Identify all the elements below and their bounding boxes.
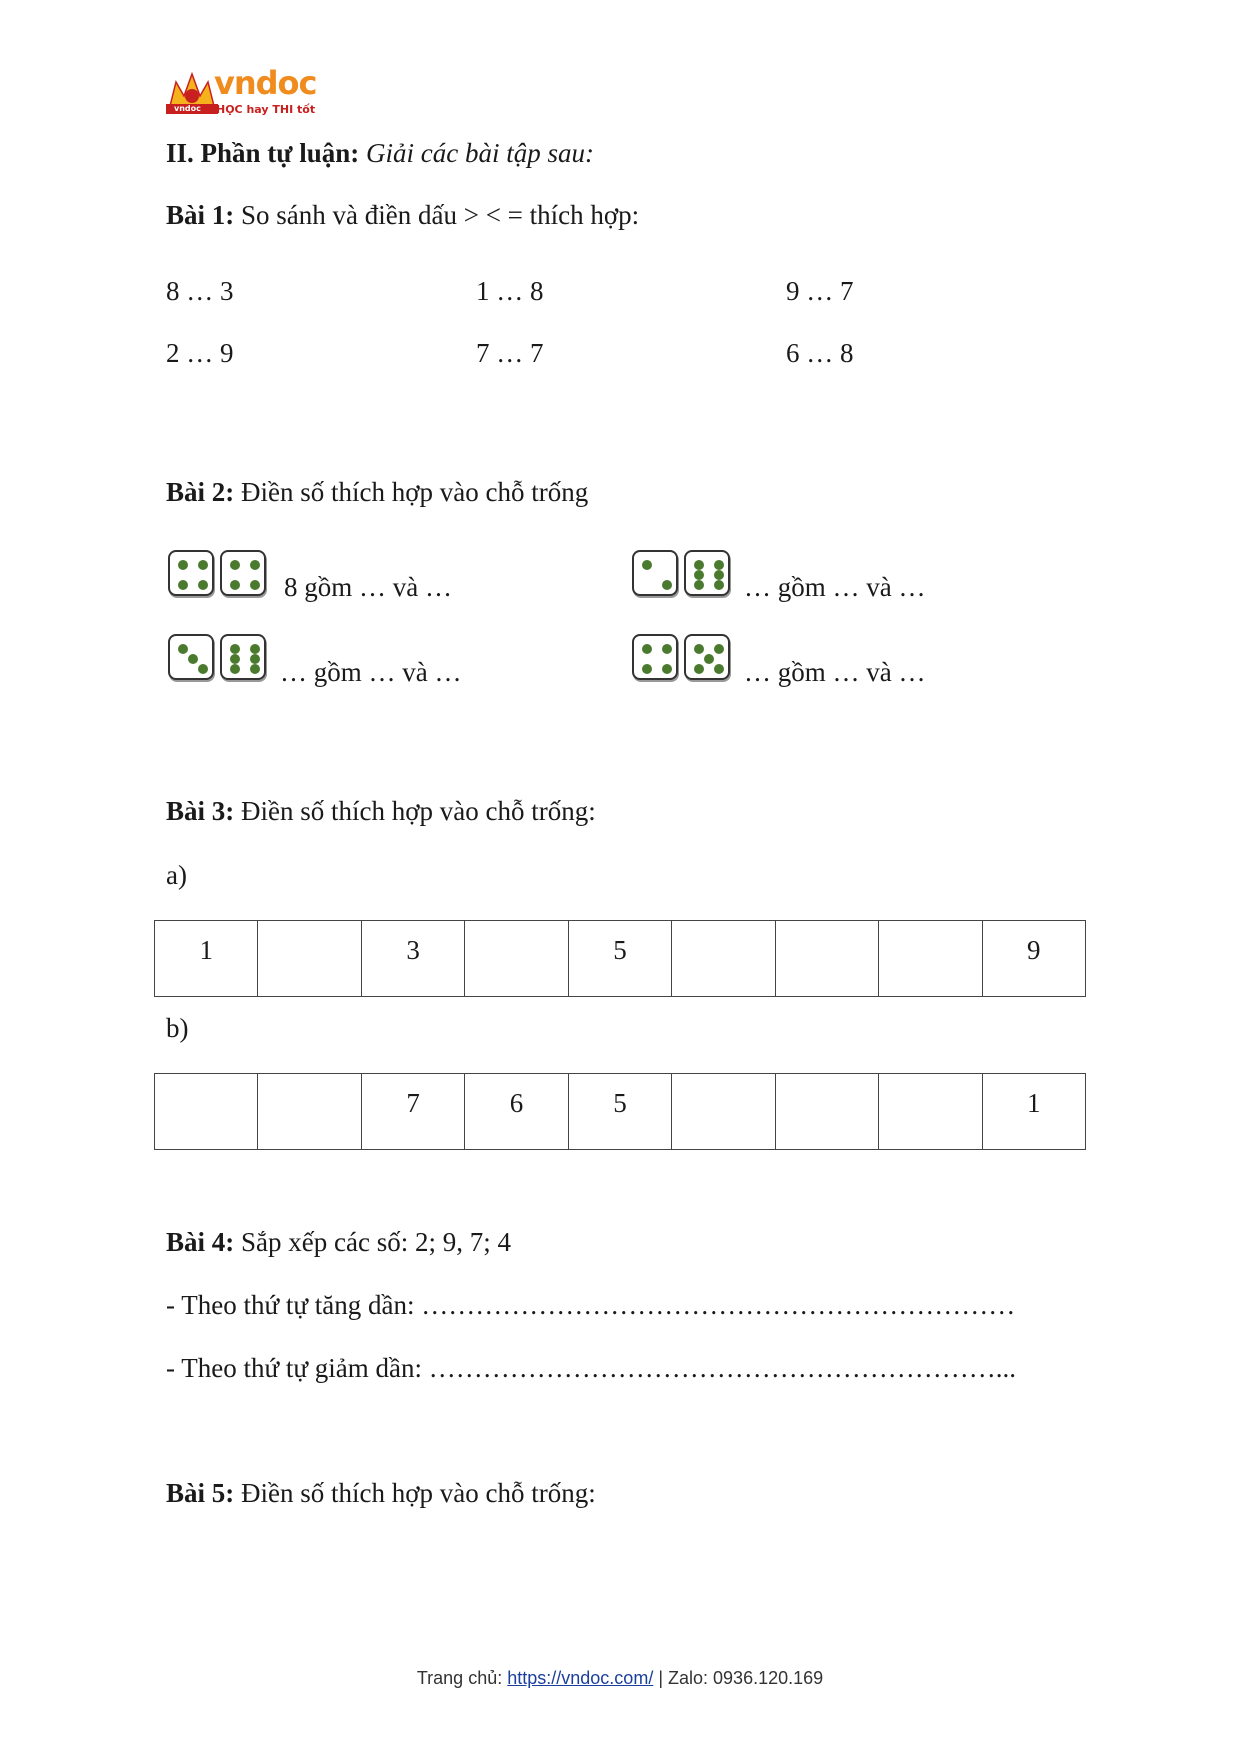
dice-pair — [632, 550, 730, 596]
dice-pair — [632, 634, 730, 680]
die-dot — [250, 560, 260, 570]
sequence-cell — [258, 1074, 361, 1150]
dice-pair — [168, 634, 266, 680]
sequence-cell: 5 — [568, 1074, 671, 1150]
die-dot — [642, 664, 652, 674]
die-face-6-icon — [220, 634, 266, 680]
die-dot — [250, 644, 260, 654]
die-dot — [178, 644, 188, 654]
sequence-cell: 9 — [982, 921, 1086, 997]
die-face-4-icon — [220, 550, 266, 596]
bai4-label: Bài 4: — [166, 1227, 235, 1257]
bai5-label: Bài 5: — [166, 1478, 235, 1508]
logo-slogan-text: HỌC hay THI tốt — [216, 103, 316, 116]
sequence-cell: 3 — [361, 921, 464, 997]
logo-badge-text: vndoc — [174, 104, 201, 113]
die-face-4-icon — [168, 550, 214, 596]
die-dot — [694, 560, 704, 570]
bai1-text: So sánh và điền dấu > < = thích hợp: — [241, 200, 640, 230]
sequence-cell: 6 — [465, 1074, 568, 1150]
bai3-part-b: b) — [166, 1013, 189, 1043]
bai2-label: Bài 2: — [166, 477, 235, 507]
die-face-6-icon — [684, 550, 730, 596]
die-dot — [694, 570, 704, 580]
sequence-cell — [155, 1074, 258, 1150]
bai2-heading — [166, 475, 588, 509]
die-dot — [198, 664, 208, 674]
section-title — [166, 136, 594, 170]
bai5-heading — [166, 1476, 596, 1510]
footer-prefix: Trang chủ: — [416, 1668, 503, 1688]
sequence-table-a — [154, 920, 1086, 997]
section-title-bold: II. Phần tự luận: — [166, 138, 360, 168]
die-dot — [230, 654, 240, 664]
die-dot — [230, 560, 240, 570]
bai2-item-text: … gồm … và … — [744, 657, 926, 687]
bai4-heading — [166, 1225, 511, 1259]
die-dot — [230, 664, 240, 674]
die-dot — [250, 580, 260, 590]
die-dot — [714, 570, 724, 580]
die-dot — [662, 580, 672, 590]
page-footer — [0, 1668, 1240, 1689]
die-dot — [694, 664, 704, 674]
sequence-cell: 5 — [568, 921, 671, 997]
footer-home-link[interactable]: https://vndoc.com/ — [507, 1668, 654, 1688]
die-face-3-icon — [168, 634, 214, 680]
sequence-cell — [465, 921, 568, 997]
bai1-item: 6 … 8 — [786, 338, 854, 368]
die-face-2-icon — [632, 550, 678, 596]
sequence-cell — [672, 921, 775, 997]
bai3-heading — [166, 794, 596, 828]
bai1-item: 1 … 8 — [476, 276, 544, 306]
sequence-table-b — [154, 1073, 1086, 1150]
sequence-cell: 1 — [982, 1074, 1086, 1150]
bai1-item: 8 … 3 — [166, 276, 234, 306]
die-dot — [694, 580, 704, 590]
bai3-label: Bài 3: — [166, 796, 235, 826]
sequence-cell — [258, 921, 361, 997]
bai2-item-text: … gồm … và … — [744, 572, 926, 602]
bai4-line-ascending: - Theo thứ tự tăng dần: ………………………………………………………… — [166, 1290, 1016, 1320]
bai4-line-descending: - Theo thứ tự giảm dần: ………………………………………………………... — [166, 1353, 1016, 1383]
die-dot — [714, 664, 724, 674]
die-dot — [694, 644, 704, 654]
dice-pair — [168, 550, 266, 596]
bai5-text: Điền số thích hợp vào chỗ trống: — [241, 1478, 596, 1508]
logo-brand-text: vndoc — [214, 64, 317, 102]
footer-suffix: | Zalo: 0936.120.169 — [658, 1668, 824, 1688]
bai2-item-text: 8 gồm … và … — [284, 572, 452, 602]
die-dot — [250, 654, 260, 664]
die-dot — [178, 560, 188, 570]
die-dot — [662, 664, 672, 674]
sequence-cell — [672, 1074, 775, 1150]
bai1-item: 9 … 7 — [786, 276, 854, 306]
bai2-item-text: … gồm … và … — [280, 657, 462, 687]
sequence-cell: 1 — [155, 921, 258, 997]
die-dot — [188, 654, 198, 664]
sequence-cell — [879, 1074, 982, 1150]
die-dot — [642, 644, 652, 654]
bai4-text: Sắp xếp các số: 2; 9, 7; 4 — [241, 1227, 511, 1257]
die-face-5-icon — [684, 634, 730, 680]
bai1-heading — [166, 198, 639, 232]
bai2-text: Điền số thích hợp vào chỗ trống — [241, 477, 589, 507]
sequence-cell — [775, 921, 878, 997]
die-dot — [714, 560, 724, 570]
die-dot — [178, 580, 188, 590]
die-dot — [714, 580, 724, 590]
die-face-4-icon — [632, 634, 678, 680]
die-dot — [662, 644, 672, 654]
vndoc-logo — [166, 64, 317, 124]
bai1-item: 7 … 7 — [476, 338, 544, 368]
sequence-cell — [879, 921, 982, 997]
section-title-italic: Giải các bài tập sau: — [366, 138, 594, 168]
die-dot — [230, 644, 240, 654]
bai1-item: 2 … 9 — [166, 338, 234, 368]
die-dot — [198, 580, 208, 590]
bai3-text: Điền số thích hợp vào chỗ trống: — [241, 796, 596, 826]
die-dot — [230, 580, 240, 590]
bai1-label: Bài 1: — [166, 200, 235, 230]
die-dot — [250, 664, 260, 674]
die-dot — [198, 560, 208, 570]
bai3-part-a: a) — [166, 860, 187, 890]
die-dot — [642, 560, 652, 570]
sequence-cell: 7 — [361, 1074, 464, 1150]
die-dot — [714, 644, 724, 654]
sequence-cell — [775, 1074, 878, 1150]
die-dot — [704, 654, 714, 664]
